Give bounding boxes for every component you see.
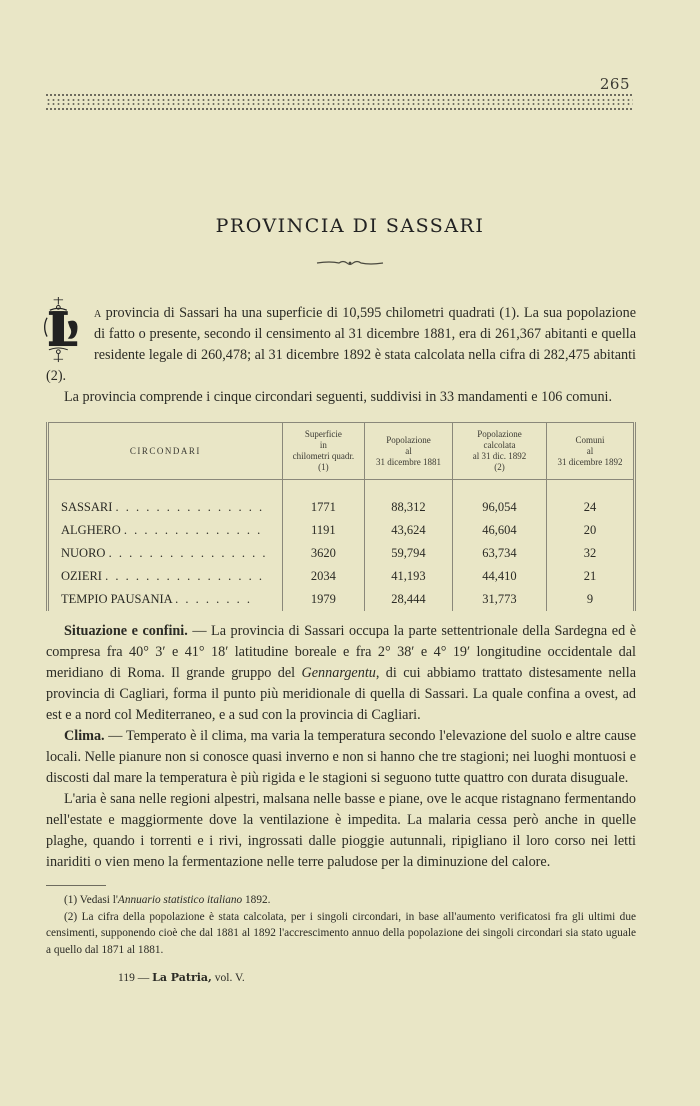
cell-superficie: 1979 <box>282 588 364 611</box>
page-number: 265 <box>599 75 630 93</box>
cell-pop-1892: 31,773 <box>453 588 547 611</box>
cell-circondario: OZIERI . . . . . . . . . . . . . . . . <box>48 565 283 588</box>
cell-comuni: 32 <box>546 542 634 565</box>
cell-comuni: 20 <box>546 519 634 542</box>
section-text: — Temperato è il clima, ma varia la temperatura secondo l'elevazione del suolo e altre cause locali. Nelle pianure non si conosce quasi inverno e non si hanno che tre stagioni; nei luoghi montuosi e discosti dal mare la temperatura è più rigida e le stagioni si seguono tutte quattro con durata disuguale. <box>46 728 636 786</box>
cell-pop-1881: 41,193 <box>364 565 452 588</box>
header-circondari: CIRCONDARI <box>48 423 283 480</box>
decorated-initial-l-icon <box>40 297 88 363</box>
cell-circondario: NUORO . . . . . . . . . . . . . . . . <box>48 542 283 565</box>
cell-circondario: ALGHERO . . . . . . . . . . . . . . <box>48 519 283 542</box>
decorative-header-band <box>46 94 633 110</box>
header-superficie: Superficie in chilometri quadr. (1) <box>282 423 364 480</box>
cell-comuni: 9 <box>546 588 634 611</box>
cell-superficie: 1191 <box>282 519 364 542</box>
section-text: — La provincia di Sassari occupa la parte settentrionale della Sardegna ed è compresa fra 40° 3′ e 41° 18′ latitudine boreale e fra 2° 38′ e 4° 19′ longitudine occidentale dal meridiano di Roma. Il grande gruppo del <box>46 623 637 681</box>
intro-section <box>41 297 636 408</box>
ornament-divider-icon <box>315 258 385 268</box>
intro-paragraph-1 <box>41 297 636 387</box>
header-pop-1892: Popolazione calcolata al 31 dic. 1892 (2) <box>453 423 547 480</box>
section-clima <box>46 726 636 873</box>
table-row <box>48 519 635 542</box>
intro-first-letters: a <box>94 305 102 321</box>
table-row <box>48 588 635 611</box>
cell-pop-1892: 44,410 <box>453 565 547 588</box>
footnote-2: (2) La cifra della popolazione è stata calcolata, per i singoli circondari, in base all'aumento verificatosi fra gli ultimi due censimenti, supponendo cioè che dal 1881 al 1892 l'accrescimento annuo della popolazione dei singoli circondari sia stato uguale a quello dal 1871 al 1881. <box>46 910 636 956</box>
page-title: PROVINCIA DI SASSARI <box>215 215 485 237</box>
cell-pop-1881: 59,794 <box>364 542 452 565</box>
cell-superficie: 2034 <box>282 565 364 588</box>
section-text: , di cui abbiamo trattato distesamente nella provincia di Cagliari, forma il punto più meridionale di quella di Sassari. La quale confina a ovest, ad est e a nord col Mediterraneo, e a sud con la provincia di Cagliari. <box>46 665 636 723</box>
volume-label: vol. V. <box>214 972 245 984</box>
table-row <box>48 542 635 565</box>
cell-pop-1881: 88,312 <box>364 496 452 519</box>
cell-superficie: 1771 <box>282 496 364 519</box>
cell-pop-1892: 63,734 <box>453 542 547 565</box>
footnote-1: (1) Vedasi l'Annuario statistico italiano 1892. <box>64 894 271 906</box>
cell-pop-1892: 96,054 <box>453 496 547 519</box>
header-comuni: Comuni al 31 dicembre 1892 <box>546 423 634 480</box>
drop-cap-letter: L <box>41 297 42 298</box>
cell-pop-1892: 46,604 <box>453 519 547 542</box>
italic-term: Gennargentu <box>301 665 376 681</box>
intro-text: provincia di Sassari ha una superficie di 10,595 chilometri quadrati (1). La sua popolazione di fatto o presente, secondo il censimento al 31 dicembre 1881, era di 261,367 abitanti e quella residente legale di 260,478; al 31 dicembre 1892 è stata calcolata nella cifra di 282,475 abitanti (2). <box>46 305 636 384</box>
cell-circondario: TEMPIO PAUSANIA . . . . . . . . <box>48 588 283 611</box>
cell-pop-1881: 28,444 <box>364 588 452 611</box>
cell-pop-1881: 43,624 <box>364 519 452 542</box>
section-situazione <box>46 621 636 726</box>
printer-signature <box>118 970 700 986</box>
sheet-number: 119 — <box>118 972 150 984</box>
section-heading-situazione: Situazione e confini. <box>64 623 188 639</box>
cell-superficie: 3620 <box>282 542 364 565</box>
section-heading-clima: Clima. <box>64 728 105 744</box>
clima-paragraph-2: L'aria è sana nelle regioni alpestri, malsana nelle basse e piane, ove le acque ristagnano fermentando nell'estate e maggiormente dove la ventilazione è impedita. La malaria cessa però anche in quelle plaghe, quando i torrenti e i rivi, ingrossati dalle pioggie autunnali, ripigliano il loro corso nei letti inariditi o vien meno la fermentazione nelle terre paludose per la diminuzione del calore. <box>46 791 636 870</box>
publication-name: La Patria, <box>152 971 212 984</box>
table-header-row <box>48 423 635 480</box>
cell-comuni: 24 <box>546 496 634 519</box>
header-pop-1881: Popolazione al 31 dicembre 1881 <box>364 423 452 480</box>
table-row <box>48 565 635 588</box>
cell-circondario: SASSARI . . . . . . . . . . . . . . . <box>48 496 283 519</box>
circondari-table <box>46 422 636 611</box>
cell-comuni: 21 <box>546 565 634 588</box>
footnote-rule <box>46 885 106 886</box>
table-row <box>48 496 635 519</box>
intro-paragraph-2: La provincia comprende i cinque circondari seguenti, suddivisi in 33 mandamenti e 106 comuni. <box>64 389 613 405</box>
footnotes <box>46 892 636 958</box>
